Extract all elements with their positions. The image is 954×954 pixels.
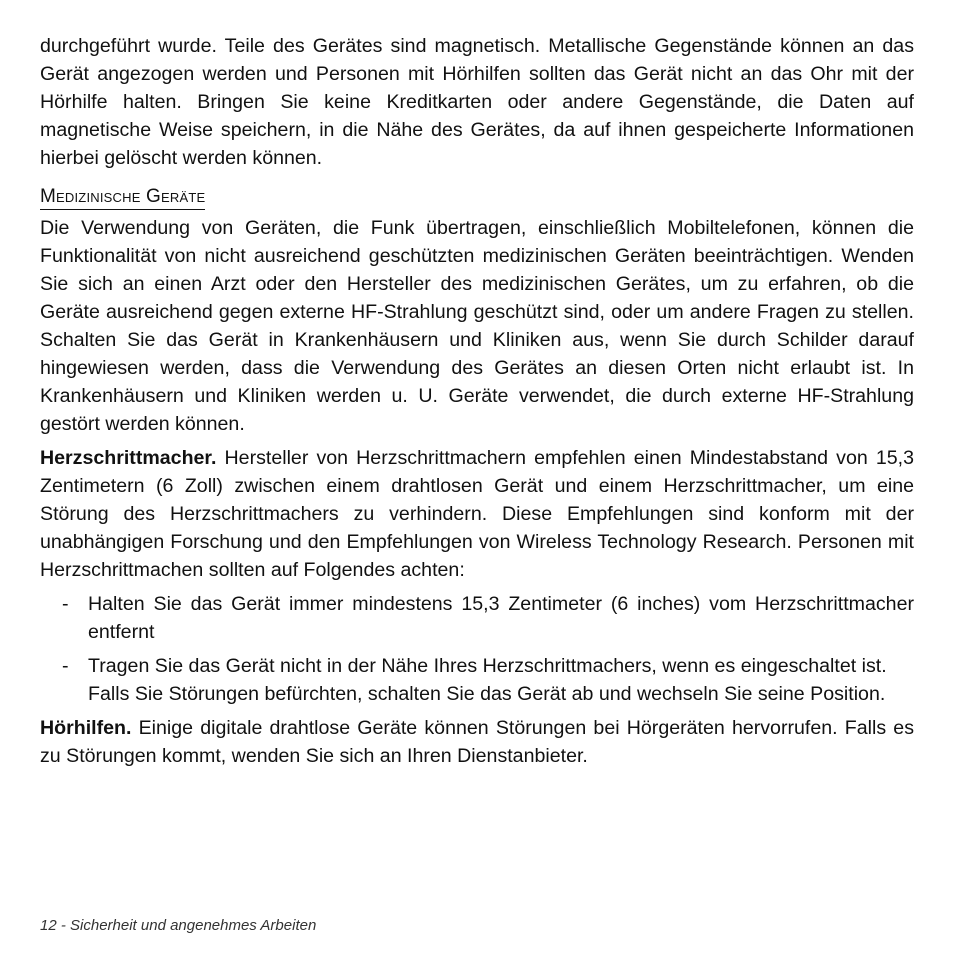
list-item-text: Tragen Sie das Gerät nicht in der Nähe Ihres Herzschrittmachers, wenn es eingeschaltet ist. (88, 655, 887, 677)
section-heading: Medizinische Geräte (40, 186, 205, 210)
section-heading-wrapper (40, 172, 914, 214)
list-item (40, 652, 914, 708)
pacemaker-label: Herzschrittmacher. (40, 447, 217, 469)
page-content (40, 32, 914, 770)
list-item-text: Halten Sie das Gerät immer mindestens 15,3 Zentimeter (6 inches) vom Herzschrittmacher entfernt (88, 593, 914, 643)
list-item (40, 590, 914, 646)
hearing-aids-text: Einige digitale drahtlose Geräte können Störungen bei Hörgeräten hervorrufen. Falls es zu Störungen kommt, wenden Sie sich an Ihren Dienstanbieter. (40, 717, 914, 767)
pacemaker-paragraph (40, 444, 914, 584)
pacemaker-text: Hersteller von Herzschrittmachern empfehlen einen Mindestabstand von 15,3 Zentimetern (6 Zoll) zwischen einem drahtlosen Gerät und einem Herzschrittmacher, um eine Störung des Herzschrittmachers zu verhindern. Diese Empfehlungen sind konform mit der unabhängigen Forschung und den Empfehlungen von Wireless Technology Research. Personen mit Herzschrittmachen sollten auf Folgendes achten: (40, 447, 914, 581)
hearing-aids-label: Hörhilfen. (40, 717, 132, 739)
list-dash: - (62, 655, 69, 677)
list-item-subtext: Falls Sie Störungen befürchten, schalten Sie das Gerät ab und wechseln Sie seine Position. (88, 683, 886, 705)
pacemaker-list (40, 590, 914, 708)
hearing-aids-paragraph (40, 714, 914, 770)
medical-devices-paragraph: Die Verwendung von Geräten, die Funk übertragen, einschließlich Mobiltelefonen, können die Funktionalität von nicht ausreichend geschützten medizinischen Geräten beeinträchtigen. Wenden Sie sich an einen Arzt oder den Hersteller des medizinischen Gerätes, um zu erfahren, ob die Geräte ausreichend gegen externe HF-Strahlung geschützt sind, oder um andere Fragen zu stellen. Schalten Sie das Gerät in Krankenhäusern und Kliniken aus, wenn Sie durch Schilder darauf hingewiesen werden, dass die Verwendung des Gerätes an diesen Orten nicht erlaubt ist. In Krankenhäusern und Kliniken werden u. U. Geräte verwendet, die durch externe HF-Strahlung gestört werden können. (40, 217, 914, 435)
page-footer: 12 - Sicherheit und angenehmes Arbeiten (40, 917, 317, 934)
intro-paragraph: durchgeführt wurde. Teile des Gerätes sind magnetisch. Metallische Gegenstände können an das Gerät angezogen werden und Personen mit Hörhilfen sollten das Gerät nicht an das Ohr mit der Hörhilfe halten. Bringen Sie keine Kreditkarten oder andere Gegenstände, die Daten auf magnetische Weise speichern, in die Nähe des Gerätes, da auf ihnen gespeicherte Informationen hierbei gelöscht werden können. (40, 35, 914, 169)
list-dash: - (62, 593, 69, 615)
